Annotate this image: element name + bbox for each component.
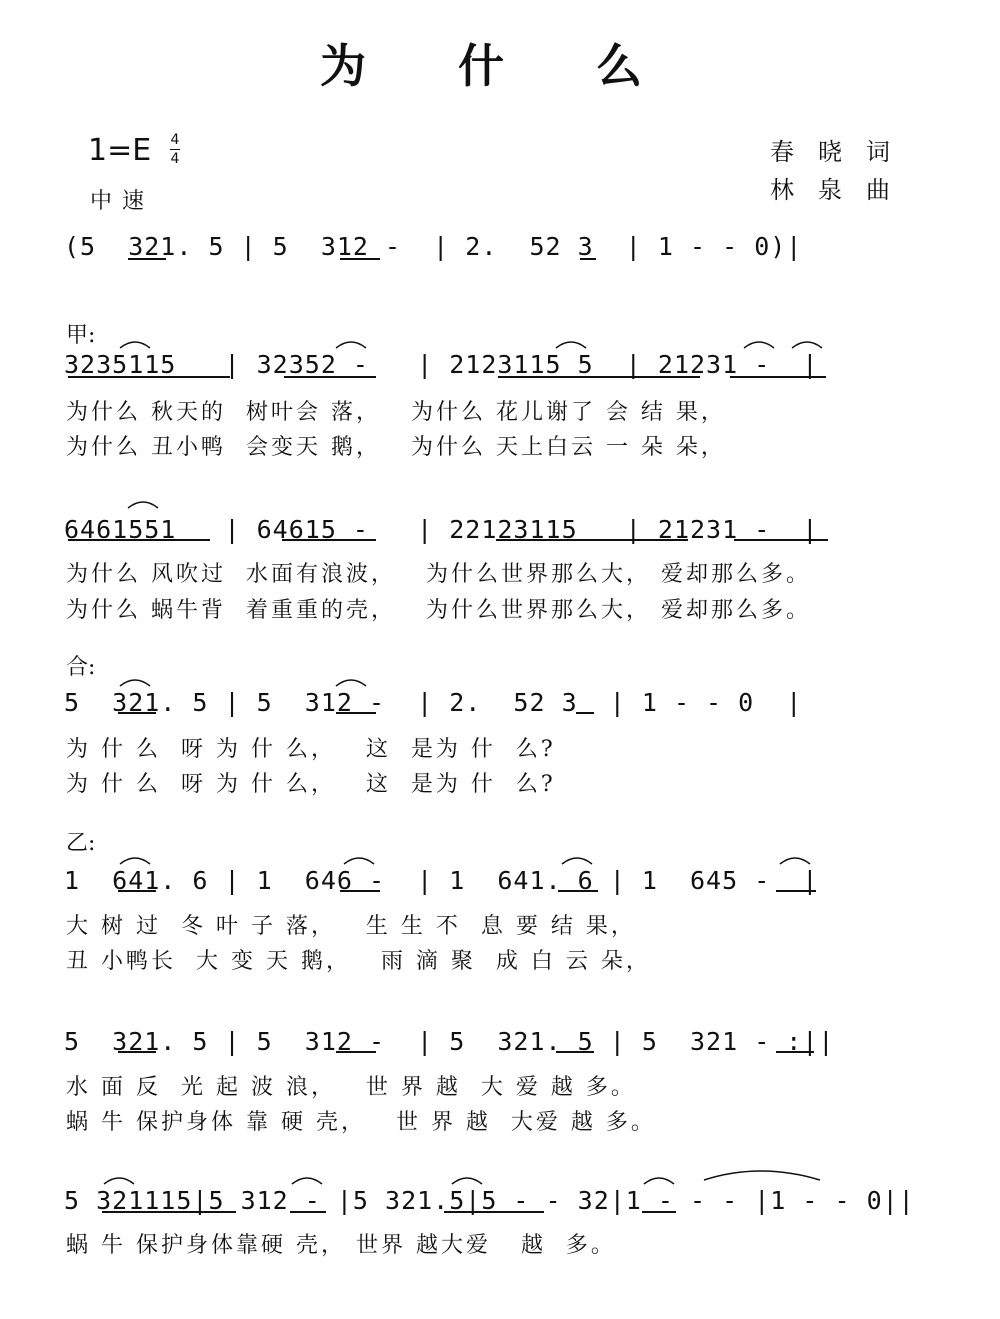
slur-mark: [792, 342, 822, 348]
song-title: 为 什 么: [319, 39, 681, 93]
slur-mark: [120, 858, 150, 864]
chorus-lyrics-2: 为 什 么 呀 为 什 么， 这 是为 什 么?: [66, 772, 556, 797]
meter-top: 4: [170, 132, 180, 148]
section-b-line2-notes: 5 321. 5 | 5 312 - | 5 321. 5 | 5 321 - :||: [64, 1027, 835, 1056]
section-b-line1-notes: 1 641. 6 | 1 646 - | 1 641. 6 | 1 645 - |: [64, 866, 819, 895]
coda-lyrics: 蜗 牛 保护身体靠硬 壳， 世界 越大爱 越 多。: [66, 1233, 616, 1258]
slur-mark: [644, 1178, 674, 1184]
section-a-line1-lyrics-1: 为什么 秋天的 树叶会 落， 为什么 花儿谢了 会 结 果，: [66, 400, 726, 425]
chorus-lyrics-1: 为 什 么 呀 为 什 么， 这 是为 什 么?: [66, 737, 556, 762]
section-a-label: 甲:: [66, 323, 96, 348]
slur-mark: [556, 342, 586, 348]
section-b-label: 乙:: [66, 831, 96, 856]
intro-notes: (5 321. 5 | 5 312 - | 2. 52 3 | 1 - - 0)|: [64, 232, 803, 261]
section-a-line2-notes: 6461551 | 64615 - | 22123115 | 21231 - |: [64, 515, 819, 544]
section-b-line2-lyrics-1: 水 面 反 光 起 波 浪， 世 界 越 大 爱 越 多。: [66, 1075, 636, 1100]
meter-bottom: 4: [170, 151, 180, 167]
slur-mark: [336, 342, 366, 348]
key-signature: 1=E: [88, 133, 152, 168]
slur-mark: [336, 680, 366, 686]
section-a-line2-lyrics-1: 为什么 风吹过 水面有浪波， 为什么世界那么大， 爱却那么多。: [66, 562, 811, 587]
section-a-line2-lyrics-2: 为什么 蜗牛背 着重重的壳， 为什么世界那么大， 爱却那么多。: [66, 598, 811, 623]
slur-mark: [120, 680, 150, 686]
section-a-line1-lyrics-2: 为什么 丑小鸭 会变天 鹅， 为什么 天上白云 一 朵 朵，: [66, 435, 726, 460]
slur-mark: [292, 1178, 322, 1184]
section-b-line2-lyrics-2: 蜗 牛 保护身体 靠 硬 壳， 世 界 越 大爱 越 多。: [66, 1110, 656, 1135]
section-a-line1-notes: 3235115 | 32352 - | 2123115 5 | 21231 - |: [64, 350, 819, 379]
slur-mark: [744, 342, 774, 348]
tempo-marking: 中速: [90, 189, 155, 214]
composer-credit: 林泉曲: [770, 176, 914, 204]
slur-mark: [344, 858, 374, 864]
coda-notes: 5 321115|5 312 - |5 321.5|5 - - 32|1 - - - |1 - - 0||: [64, 1186, 915, 1215]
section-b-line1-lyrics-1: 大 树 过 冬 叶 子 落， 生 生 不 息 要 结 果，: [66, 914, 636, 939]
lyricist-credit: 春晓词: [770, 138, 914, 166]
chorus-label: 合:: [66, 655, 96, 680]
slur-mark: [104, 1178, 134, 1184]
slur-mark: [780, 858, 810, 864]
slur-mark: [562, 858, 592, 864]
chorus-notes: 5 321. 5 | 5 312 - | 2. 52 3 | 1 - - 0 |: [64, 688, 803, 717]
slur-mark: [128, 502, 158, 508]
tie-mark: [704, 1171, 820, 1180]
slur-mark: [120, 342, 150, 348]
section-b-line1-lyrics-2: 丑 小鸭长 大 变 天 鹅， 雨 滴 聚 成 白 云 朵，: [66, 949, 651, 974]
slur-mark: [452, 1178, 482, 1184]
